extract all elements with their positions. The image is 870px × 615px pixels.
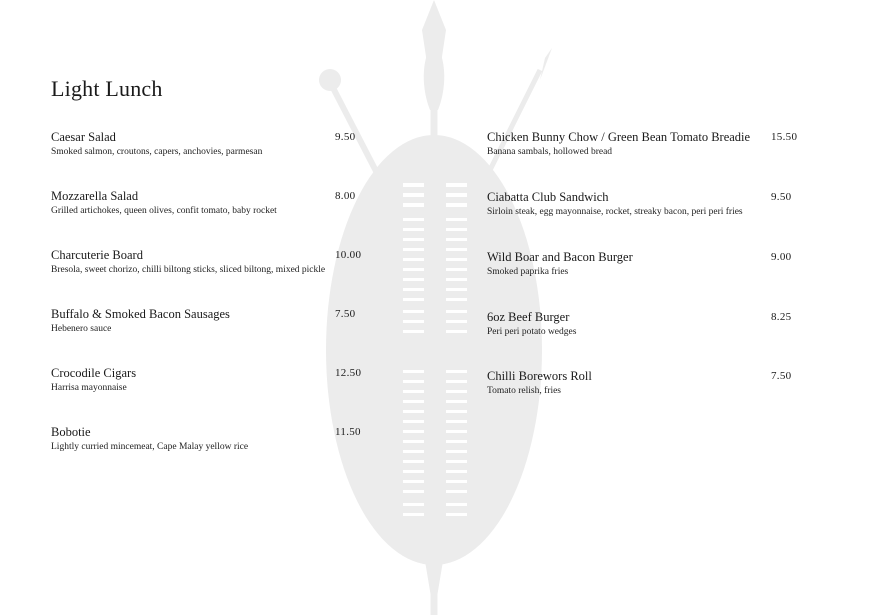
item-price: 12.50: [335, 367, 362, 379]
item-name: Mozzarella Salad: [51, 189, 139, 203]
item-price: 9.50: [771, 191, 792, 203]
item-description: Hebenero sauce: [51, 324, 112, 334]
item-description: Grilled artichokes, queen olives, confit tomato, baby rocket: [51, 206, 277, 216]
item-name: Ciabatta Club Sandwich: [487, 190, 609, 204]
item-price: 10.00: [335, 249, 362, 261]
item-description: Tomato relish, fries: [487, 386, 561, 396]
item-name: Chilli Borewors Roll: [487, 369, 592, 383]
item-description: Peri peri potato wedges: [487, 327, 577, 337]
item-name: Buffalo & Smoked Bacon Sausages: [51, 307, 230, 321]
item-description: Smoked salmon, croutons, capers, anchovies, parmesan: [51, 147, 263, 157]
item-name: 6oz Beef Burger: [487, 310, 570, 324]
item-price: 11.50: [335, 426, 361, 438]
item-name: Chicken Bunny Chow / Green Bean Tomato Breadie: [487, 130, 751, 144]
item-description: Bresola, sweet chorizo, chilli biltong sticks, sliced biltong, mixed pickle: [51, 265, 326, 275]
item-name: Wild Boar and Bacon Burger: [487, 250, 633, 264]
item-description: Smoked paprika fries: [487, 267, 569, 277]
item-price: 7.50: [335, 308, 356, 320]
item-description: Lightly curried mincemeat, Cape Malay yellow rice: [51, 442, 249, 452]
item-price: 9.00: [771, 251, 792, 263]
item-name: Caesar Salad: [51, 130, 116, 144]
item-name: Bobotie: [51, 425, 91, 439]
item-price: 9.50: [335, 131, 356, 143]
item-price: 8.00: [335, 190, 356, 202]
item-price: 7.50: [771, 370, 792, 382]
item-description: Banana sambals, hollowed bread: [487, 147, 613, 157]
item-description: Harrisa mayonnaise: [51, 383, 127, 393]
item-description: Sirloin steak, egg mayonnaise, rocket, streaky bacon, peri peri fries: [487, 207, 743, 217]
menu-title: Light Lunch: [51, 76, 163, 101]
item-name: Charcuterie Board: [51, 248, 143, 262]
item-price: 8.25: [771, 311, 792, 323]
item-price: 15.50: [771, 131, 798, 143]
item-name: Crocodile Cigars: [51, 366, 137, 380]
